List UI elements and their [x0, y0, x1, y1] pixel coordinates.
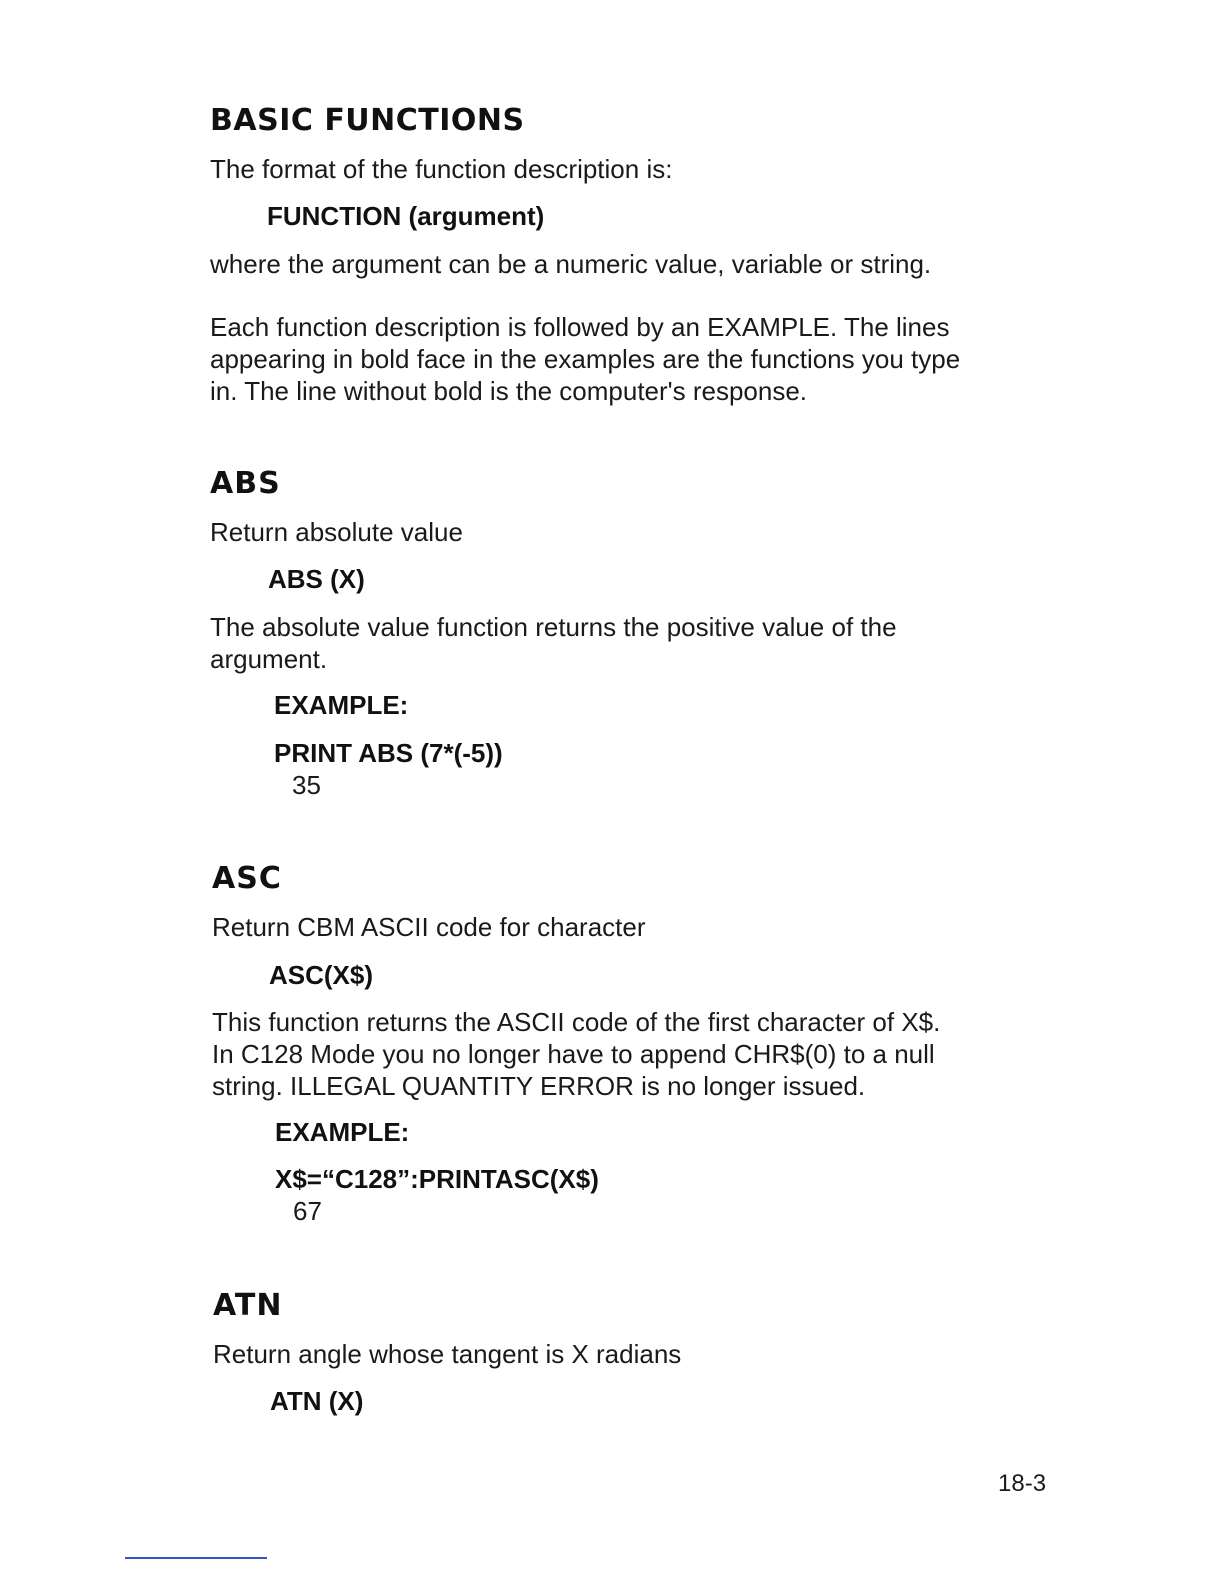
format-syntax: FUNCTION (argument): [267, 201, 545, 231]
abs-example-label: EXAMPLE:: [274, 690, 409, 720]
function-heading-atn: ATN: [213, 1288, 283, 1323]
asc-example-output: 67: [293, 1196, 322, 1226]
format-intro-text: The format of the function description is:: [210, 154, 673, 184]
bottom-rule-divider: [125, 1557, 267, 1559]
asc-description-line: In C128 Mode you no longer have to append CHR$(0) to a null: [212, 1039, 935, 1069]
asc-example-label: EXAMPLE:: [275, 1117, 410, 1147]
abs-syntax: ABS (X): [268, 564, 365, 594]
example-note-line: in. The line without bold is the computer's response.: [210, 376, 808, 406]
asc-syntax: ASC(X$): [269, 960, 374, 990]
section-heading-basic-functions: BASIC FUNCTIONS: [210, 103, 525, 138]
asc-example-input: X$=“C128”:PRINTASC(X$): [275, 1164, 599, 1194]
example-note-paragraph: [210, 311, 960, 407]
atn-syntax: ATN (X): [270, 1386, 364, 1416]
argument-description: where the argument can be a numeric value, variable or string.: [210, 249, 932, 279]
atn-summary: Return angle whose tangent is X radians: [213, 1339, 682, 1369]
example-note-line: appearing in bold face in the examples are the functions you type: [210, 344, 961, 374]
abs-description-line: argument.: [210, 644, 328, 674]
abs-description: [210, 611, 897, 675]
function-heading-abs: ABS: [210, 466, 281, 501]
asc-description: [212, 1006, 940, 1102]
asc-description-line: string. ILLEGAL QUANTITY ERROR is no longer issued.: [212, 1071, 866, 1101]
asc-summary: Return CBM ASCII code for character: [212, 912, 646, 942]
abs-example-output: 35: [292, 770, 321, 800]
asc-description-line: This function returns the ASCII code of the first character of X$.: [212, 1007, 941, 1037]
page-number: 18-3: [998, 1470, 1047, 1497]
example-note-line: Each function description is followed by an EXAMPLE. The lines: [210, 312, 950, 342]
abs-summary: Return absolute value: [210, 517, 463, 547]
abs-description-line: The absolute value function returns the positive value of the: [210, 612, 897, 642]
function-heading-asc: ASC: [212, 861, 282, 896]
abs-example-input: PRINT ABS (7*(-5)): [274, 738, 503, 768]
